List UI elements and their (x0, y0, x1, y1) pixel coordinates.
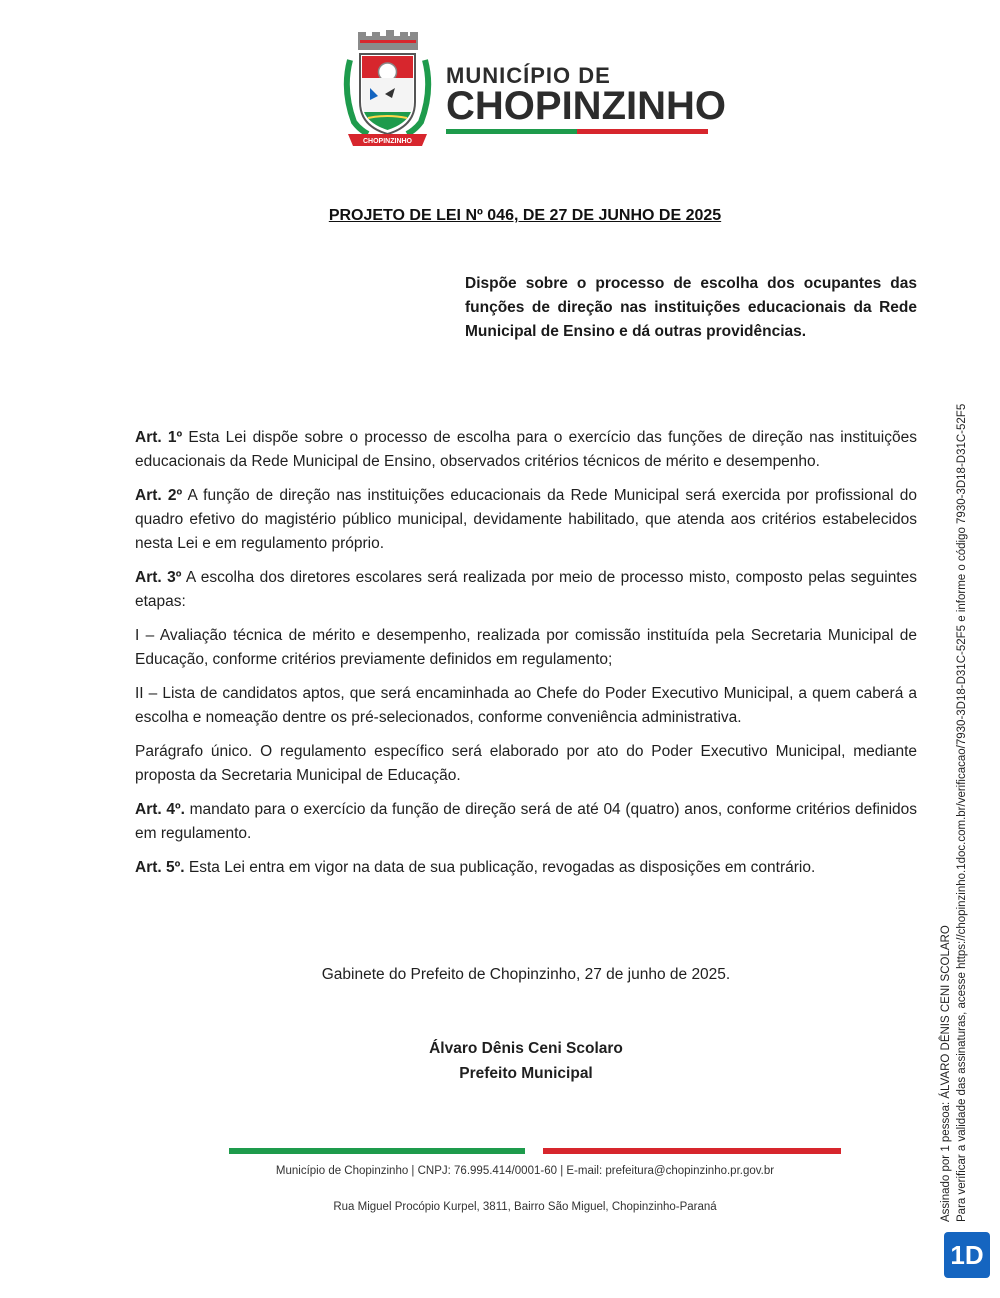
signatory-name: Álvaro Dênis Ceni Scolaro (429, 1040, 623, 1057)
article-label: Art. 4º. (135, 801, 185, 818)
footer-bar-red (543, 1148, 841, 1154)
ementa: Dispõe sobre o processo de escolha dos ocupantes das funções de direção nas instituições educacionais da Rede Municipal de Ensino e dá outras providências. (465, 275, 917, 340)
document-title: PROJETO DE LEI Nº 046, DE 27 DE JUNHO DE 2025 (328, 207, 722, 224)
article-text: Esta Lei entra em vigor na data de sua publicação, revogadas as disposições em contrário. (184, 859, 816, 876)
stamp-line-1: Assinado por 1 pessoa: ÁLVARO DÊNIS CENI SCOLARO (940, 925, 952, 1222)
article-label: Art. 2º (135, 487, 183, 504)
logo-bar-red (577, 129, 708, 134)
signatory-role: Prefeito Municipal (459, 1065, 593, 1082)
article-5 (135, 856, 917, 880)
signature-verification-stamp (938, 322, 970, 1222)
paragrafo-unico: Parágrafo único. O regulamento específico será elaborado por ato do Poder Executivo Municipal, mediante proposta da Secretaria Municipal de Educação. (135, 743, 917, 784)
footer-contact: Município de Chopinzinho | CNPJ: 76.995.414/0001-60 | E-mail: prefeitura@chopinzinho.pr.gov.br (275, 1165, 775, 1177)
logo-line-1: MUNICÍPIO DE (446, 63, 611, 88)
article-text: mandato para o exercício da função de direção será de até 04 (quatro) anos, conforme critérios definidos em regulamento. (135, 801, 917, 842)
article-label: Art. 1º (135, 429, 183, 446)
place-date: Gabinete do Prefeito de Chopinzinho, 27 de junho de 2025. (321, 966, 731, 983)
logo-color-bar (446, 129, 708, 134)
crest-banner-text: CHOPINZINHO (363, 138, 412, 145)
footer-bar-green (229, 1148, 525, 1154)
coat-of-arms-icon (340, 30, 435, 150)
1doc-badge-icon[interactable]: 1D (944, 1232, 990, 1278)
article-text: A função de direção nas instituições educacionais da Rede Municipal será exercida por profissional do quadro efetivo do magistério público municipal, devidamente habilitado, que atenda aos critérios estabelecidos nesta Lei e em regulamento próprio. (135, 487, 917, 552)
article-text: Esta Lei dispõe sobre o processo de escolha para o exercício das funções de direção nas instituições educacionais da Rede Municipal de Ensino, observados critérios técnicos de mérito e desempenho. (135, 429, 917, 470)
document-body (135, 426, 917, 890)
footer-address: Rua Miguel Procópio Kurpel, 3811, Bairro São Miguel, Chopinzinho-Paraná (333, 1201, 717, 1213)
stamp-line-2[interactable]: Para verificar a validade das assinaturas, acesse https://chopinzinho.1doc.com.br/verificacao/7930-3D18-D31C-52F5 e informe o código 7930-3D18-D31C-52F5 (956, 403, 968, 1222)
article-2 (135, 484, 917, 556)
signature-block (135, 1036, 917, 1086)
article-3 (135, 566, 917, 614)
logo-line-2: CHOPINZINHO (446, 84, 726, 128)
article-label: Art. 5º. (135, 859, 185, 876)
item-ii: II – Lista de candidatos aptos, que será encaminhada ao Chefe do Poder Executivo Municipal, a quem caberá a escolha e nomeação dentre os pré-selecionados, conforme conveniência administrativa. (135, 685, 917, 726)
logo-bar-green (446, 129, 577, 134)
item-i: I – Avaliação técnica de mérito e desempenho, realizada por comissão instituída pela Secretaria Municipal de Educação, conforme critérios previamente definidos em regulamento; (135, 627, 917, 668)
article-4 (135, 798, 917, 846)
logo-wordmark (446, 64, 726, 134)
article-label: Art. 3º (135, 569, 182, 586)
municipality-logo (340, 30, 726, 155)
article-text: A escolha dos diretores escolares será realizada por meio de processo misto, composto pelas seguintes etapas: (135, 569, 917, 610)
article-1 (135, 426, 917, 474)
